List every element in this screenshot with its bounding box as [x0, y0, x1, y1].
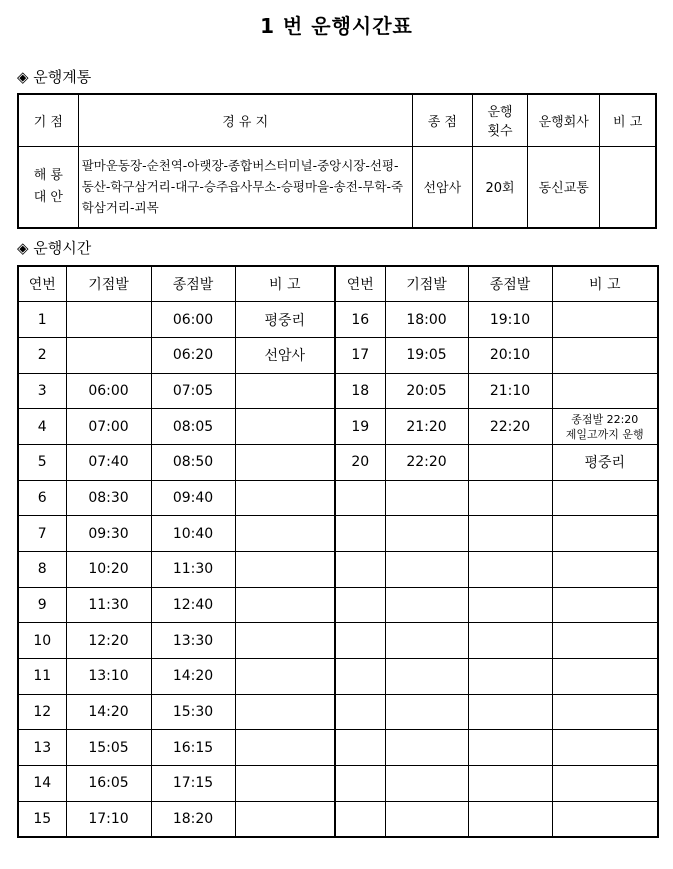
cell-depart-left: 13:10: [66, 659, 151, 695]
header-via: 경 유 지: [78, 94, 412, 146]
cell-arrive-right: [468, 444, 552, 480]
cell-note-left: [235, 801, 335, 837]
table-row: [18, 766, 658, 802]
cell-depart-right: [385, 694, 468, 730]
cell-depart-right: 22:20: [385, 444, 468, 480]
header-runs-line2: 횟수: [487, 124, 513, 140]
cell-note-right: [552, 480, 658, 516]
header-origin: 기 점: [18, 94, 78, 146]
cell-note-right: [552, 801, 658, 837]
cell-note-left: [235, 480, 335, 516]
cell-arrive-right: [468, 659, 552, 695]
cell-arrive-left: 12:40: [151, 587, 235, 623]
cell-arrive-right: 21:10: [468, 373, 552, 409]
cell-arrive-right: [468, 766, 552, 802]
cell-note-left: [235, 623, 335, 659]
table-row: [18, 444, 658, 480]
cell-arrive-left: 08:05: [151, 409, 235, 445]
cell-arrive-right: [468, 694, 552, 730]
header-note: 비 고: [600, 94, 656, 146]
table-row: [18, 480, 658, 516]
cell-arrive-left: 07:05: [151, 373, 235, 409]
table-row: [18, 587, 658, 623]
cell-note-right: [552, 516, 658, 552]
table-row: [18, 409, 658, 445]
cell-no-right: [335, 587, 385, 623]
cell-arrive-right: [468, 730, 552, 766]
cell-note-right: [552, 730, 658, 766]
cell-arrive-left: 06:20: [151, 337, 235, 373]
cell-arrive-right: 19:10: [468, 302, 552, 338]
cell-arrive-right: [468, 801, 552, 837]
cell-depart-right: 21:20: [385, 409, 468, 445]
cell-note-right: [552, 587, 658, 623]
cell-no-left: 14: [18, 766, 66, 802]
cell-note-left: [235, 516, 335, 552]
cell-depart-left: 15:05: [66, 730, 151, 766]
cell-note-left: [235, 730, 335, 766]
cell-no-right: [335, 480, 385, 516]
header-runs-line1: 운행: [487, 105, 513, 121]
cell-arrive-left: 11:30: [151, 552, 235, 588]
cell-no-right: [335, 659, 385, 695]
cell-note-left: [235, 373, 335, 409]
header-note-left: 비 고: [235, 266, 335, 302]
table-row: [18, 552, 658, 588]
cell-no-left: 4: [18, 409, 66, 445]
cell-no-right: [335, 730, 385, 766]
route-origin-line2: 대 안: [33, 189, 63, 205]
cell-no-left: 6: [18, 480, 66, 516]
cell-arrive-left: 13:30: [151, 623, 235, 659]
cell-note-right: [552, 337, 658, 373]
header-terminus: 종 점: [412, 94, 472, 146]
cell-arrive-right: [468, 623, 552, 659]
cell-arrive-left: 10:40: [151, 516, 235, 552]
header-depart-right: 기점발: [385, 266, 468, 302]
cell-no-right: 20: [335, 444, 385, 480]
cell-no-right: [335, 552, 385, 588]
cell-arrive-left: 18:20: [151, 801, 235, 837]
cell-depart-right: 19:05: [385, 337, 468, 373]
header-runs: [472, 94, 527, 146]
cell-arrive-right: 22:20: [468, 409, 552, 445]
cell-note-right: [552, 373, 658, 409]
cell-no-left: 7: [18, 516, 66, 552]
cell-no-right: [335, 623, 385, 659]
table-row: [18, 516, 658, 552]
cell-arrive-left: 15:30: [151, 694, 235, 730]
cell-note-right: [552, 766, 658, 802]
cell-no-right: [335, 766, 385, 802]
section-schedule-heading: ◈ 운행시간: [17, 239, 92, 257]
route-data-row: [18, 146, 656, 228]
cell-note-right: 평중리: [552, 444, 658, 480]
cell-no-left: 5: [18, 444, 66, 480]
cell-no-right: [335, 694, 385, 730]
cell-no-left: 10: [18, 623, 66, 659]
cell-no-right: 17: [335, 337, 385, 373]
header-arrive-left: 종점발: [151, 266, 235, 302]
cell-depart-right: [385, 623, 468, 659]
cell-no-left: 15: [18, 801, 66, 837]
cell-arrive-right: 20:10: [468, 337, 552, 373]
header-note-right: 비 고: [552, 266, 658, 302]
header-no-left: 연번: [18, 266, 66, 302]
cell-depart-right: 20:05: [385, 373, 468, 409]
cell-note-left: [235, 444, 335, 480]
table-row: [18, 373, 658, 409]
cell-no-right: 19: [335, 409, 385, 445]
cell-note-left: 평중리: [235, 302, 335, 338]
cell-no-right: [335, 801, 385, 837]
cell-depart-left: [66, 302, 151, 338]
cell-depart-right: [385, 730, 468, 766]
header-company: 운행회사: [528, 94, 600, 146]
route-origin: [18, 146, 78, 228]
cell-note-left: [235, 694, 335, 730]
cell-note-right: [552, 552, 658, 588]
route-origin-line1: 해 룡: [33, 167, 63, 183]
table-row: [18, 730, 658, 766]
cell-arrive-right: [468, 587, 552, 623]
cell-no-right: 16: [335, 302, 385, 338]
table-row: [18, 694, 658, 730]
cell-depart-left: 08:30: [66, 480, 151, 516]
cell-depart-right: [385, 552, 468, 588]
cell-no-left: 8: [18, 552, 66, 588]
route-runs: 20회: [472, 146, 527, 228]
route-table: [17, 93, 657, 229]
header-arrive-right: 종점발: [468, 266, 552, 302]
schedule-table: [17, 265, 659, 838]
cell-depart-left: 09:30: [66, 516, 151, 552]
cell-arrive-left: 14:20: [151, 659, 235, 695]
cell-no-left: 11: [18, 659, 66, 695]
cell-depart-left: 11:30: [66, 587, 151, 623]
cell-depart-left: 10:20: [66, 552, 151, 588]
table-row: [18, 801, 658, 837]
table-row: [18, 302, 658, 338]
cell-depart-right: [385, 766, 468, 802]
cell-depart-left: 07:40: [66, 444, 151, 480]
cell-arrive-right: [468, 516, 552, 552]
cell-depart-right: [385, 801, 468, 837]
cell-note-left: [235, 552, 335, 588]
cell-depart-left: 07:00: [66, 409, 151, 445]
cell-note-right: [552, 302, 658, 338]
cell-note-right: [552, 623, 658, 659]
cell-note-left: [235, 659, 335, 695]
cell-no-left: 13: [18, 730, 66, 766]
cell-note-right: 종점발 22:20 제일고까지 운행: [552, 409, 658, 445]
table-row: [18, 623, 658, 659]
cell-depart-right: [385, 659, 468, 695]
cell-note-left: 선암사: [235, 337, 335, 373]
table-row: [18, 659, 658, 695]
cell-note-right: [552, 694, 658, 730]
cell-arrive-left: 09:40: [151, 480, 235, 516]
route-terminus: 선암사: [412, 146, 472, 228]
cell-arrive-left: 17:15: [151, 766, 235, 802]
cell-arrive-right: [468, 552, 552, 588]
cell-depart-right: [385, 480, 468, 516]
cell-note-right: [552, 659, 658, 695]
cell-no-left: 12: [18, 694, 66, 730]
cell-depart-right: [385, 516, 468, 552]
cell-arrive-left: 16:15: [151, 730, 235, 766]
page-title: 1 번 운행시간표: [260, 14, 413, 38]
header-depart-left: 기점발: [66, 266, 151, 302]
cell-depart-left: 16:05: [66, 766, 151, 802]
table-row: [18, 337, 658, 373]
cell-no-left: 9: [18, 587, 66, 623]
cell-arrive-left: 08:50: [151, 444, 235, 480]
cell-no-left: 3: [18, 373, 66, 409]
cell-arrive-left: 06:00: [151, 302, 235, 338]
cell-depart-left: 12:20: [66, 623, 151, 659]
cell-arrive-right: [468, 480, 552, 516]
cell-note-left: [235, 587, 335, 623]
section-route-heading: ◈ 운행계통: [17, 68, 92, 86]
cell-depart-right: [385, 587, 468, 623]
cell-depart-left: 17:10: [66, 801, 151, 837]
cell-no-right: 18: [335, 373, 385, 409]
cell-note-left: [235, 766, 335, 802]
route-company: 동신교통: [528, 146, 600, 228]
header-no-right: 연번: [335, 266, 385, 302]
cell-no-left: 1: [18, 302, 66, 338]
cell-note-left: [235, 409, 335, 445]
route-via: 팔마운동장-순천역-아랫장-종합버스터미널-중앙시장-선평-동산-학구삼거리-대구-승주읍사무소-승평마을-송전-무학-죽학삼거리-괴목: [78, 146, 412, 228]
schedule-header-row: [18, 266, 658, 302]
cell-depart-left: [66, 337, 151, 373]
route-note: [600, 146, 656, 228]
route-header-row: [18, 94, 656, 146]
cell-depart-right: 18:00: [385, 302, 468, 338]
cell-no-right: [335, 516, 385, 552]
cell-depart-left: 14:20: [66, 694, 151, 730]
cell-depart-left: 06:00: [66, 373, 151, 409]
cell-no-left: 2: [18, 337, 66, 373]
